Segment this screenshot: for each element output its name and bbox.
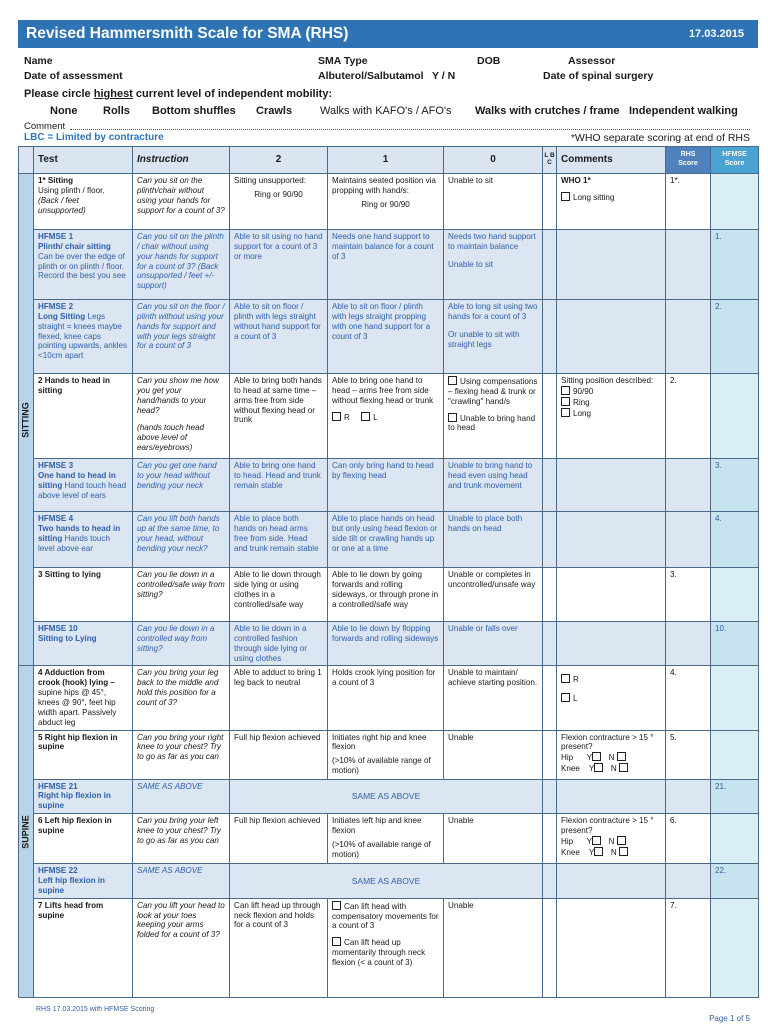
table-row: HFMSE 22 Left hip flexion in supine SAME AS ABOVE SAME AS ABOVE 22. [19, 864, 759, 899]
lbc-cell[interactable] [543, 666, 557, 730]
lbc-cell[interactable] [543, 779, 557, 814]
comments-cell[interactable]: R L [557, 666, 666, 730]
checkbox[interactable] [619, 847, 628, 856]
lbc-cell[interactable] [543, 230, 557, 300]
comments-cell[interactable] [557, 622, 666, 666]
hfmse-score-cell[interactable]: 10. [711, 622, 759, 666]
table-row: HFMSE 2 Long Sitting Legs straight = knees maybe flexed, knee caps pointing upwards, ankles <10cm apart Can you sit on the floor / plinth without using your hands for support and with your legs straight for a count of 3 Able to sit on floor / plinth with legs straight without hand support for a count of 3 Able to sit on floor / plinth with legs straight propping with one hand support for a count of 3 Able to long sit using two hands for a count of 3 Or unable to sit with straight legs 2. [19, 300, 759, 374]
table-row: HFMSE 1 Plinth/ chair sitting Can be over the edge of plinth or on plinth / floor. Record the best you see Can you sit on the plinth / chair without using your hands for support for a count of 3? (Back unsupported / feet +/- support) Able to sit using no hand support for a count of 3 or more Needs one hand support to maintain balance for a count of 3 Needs two hand support to maintain balance Unable to sit 1. [19, 230, 759, 300]
comments-cell[interactable] [557, 300, 666, 374]
comments-cell[interactable] [557, 512, 666, 568]
checkbox[interactable] [448, 413, 457, 422]
yn-label: Y / N [432, 70, 456, 82]
comments-cell[interactable] [557, 864, 666, 899]
col-rhs-score: RHS Score [666, 147, 711, 174]
rhs-score-cell[interactable]: 7. [666, 898, 711, 997]
page-number: Page 1 of 5 [709, 1014, 750, 1023]
checkbox[interactable] [592, 836, 601, 845]
lbc-cell[interactable] [543, 814, 557, 864]
lbc-cell[interactable] [543, 300, 557, 374]
comments-cell[interactable] [557, 230, 666, 300]
lbc-cell[interactable] [543, 174, 557, 230]
rhs-score-cell[interactable]: 2. [666, 374, 711, 459]
score-2-cell[interactable]: Full hip flexion achieved [230, 814, 328, 864]
hfmse-score-cell[interactable]: 4. [711, 512, 759, 568]
hfmse-score-cell[interactable] [711, 814, 759, 864]
lbc-cell[interactable] [543, 459, 557, 512]
page-title: Revised Hammersmith Scale for SMA (RHS) [26, 25, 349, 42]
col-test: Test [34, 147, 133, 174]
checkbox[interactable] [561, 397, 570, 406]
table-row: 7 Lifts head from supine Can you lift your head to look at your toes keeping your arms folded for a count of 3? Can lift head up through neck flexion and holds for a count of 3 Can lift head with compensatory movements for a count of 3 Can lift head up momentarily through neck flexion (< a count of 3) Unable 7. [19, 898, 759, 997]
table-row: 6 Left hip flexion in supine Can you bring your left knee to your chest? Try to go as far as you can Full hip flexion achieved Initiates left hip and knee flexion (>10% of available range of motion) Unable Flexion contracture > 15 ° present? Hip Y N Knee Y N 6. [19, 814, 759, 864]
same-as-above: SAME AS ABOVE [230, 779, 543, 814]
score-0-cell[interactable]: Unable to bring hand to head even using head and trunk movement [444, 459, 543, 512]
table-row: HFMSE 10 Sitting to Lying Can you lie down in a controlled way from sitting? Able to lie down in a controlled fashion through side lying or using clothes Able to lie down by flopping forwards and rolling sideways Unable or falls over 10. [19, 622, 759, 666]
score-0-cell[interactable]: Using compensations – flexing head & trunk or "crawling" hand/s Unable to bring hand to head [444, 374, 543, 459]
checkbox[interactable] [332, 412, 341, 421]
comments-cell[interactable] [557, 779, 666, 814]
checkbox[interactable] [561, 693, 570, 702]
score-1-cell[interactable]: Able to sit on floor / plinth with legs straight propping with one hand support for a count of 3 [328, 300, 444, 374]
hfmse-score-cell[interactable] [711, 568, 759, 622]
table-row: HFMSE 3 One hand to head in sitting Hand touch head above level of ears Can you get one hand to your head without bending your neck Able to bring one hand to head. Head and trunk remain stable Can only bring hand to head by flexing head Unable to bring hand to head even using head and trunk movement 3. [19, 459, 759, 512]
checkbox[interactable] [617, 752, 626, 761]
rhs-score-cell[interactable] [666, 779, 711, 814]
comment-line[interactable] [70, 129, 750, 130]
score-0-cell[interactable]: Unable or falls over [444, 622, 543, 666]
score-0-cell[interactable]: Unable [444, 730, 543, 779]
rhs-score-cell[interactable]: 3. [666, 568, 711, 622]
hfmse-score-cell[interactable] [711, 666, 759, 730]
checkbox[interactable] [332, 901, 341, 910]
lbc-cell[interactable] [543, 730, 557, 779]
hfmse-score-cell[interactable] [711, 374, 759, 459]
score-2-cell[interactable]: Can lift head up through neck flexion and holds for a count of 3 [230, 898, 328, 997]
checkbox[interactable] [617, 836, 626, 845]
comments-cell[interactable] [557, 568, 666, 622]
score-2-cell[interactable]: Full hip flexion achieved [230, 730, 328, 779]
header-date: 17.03.2015 [688, 28, 744, 40]
table-row: 3 Sitting to lying Can you lie down in a controlled/safe way from sitting? Able to lie down through side lying or using clothes in a controlled/safe way Able to lie down by going forwards and rolling sideways, or through prone in a controlled/safe way Unable or completes in uncontrolled/unsafe way 3. [19, 568, 759, 622]
comments-cell[interactable] [557, 898, 666, 997]
col-instruction: Instruction [133, 147, 230, 174]
comment-label: Comment [24, 121, 66, 132]
table-row: SUPINE 4 Adduction from crook (hook) lying – supine hips @ 45°, knees @ 90°, feet hip width apart. Passively abduct leg Can you bring your leg back to the middle and hold this position for a count of 3? Able to adduct to bring 1 leg back to neutral Holds crook lying position for a count of 3 Unable to maintain/ achieve starting position. R L 4. [19, 666, 759, 730]
table-row: HFMSE 21 Right hip flexion in supine SAME AS ABOVE SAME AS ABOVE 21. [19, 779, 759, 814]
comments-cell[interactable]: Sitting position described: 90/90 Ring Long [557, 374, 666, 459]
same-as-above: SAME AS ABOVE [230, 864, 543, 899]
albuterol-label: Albuterol/Salbutamol [318, 70, 424, 82]
col-score-0: 0 [444, 147, 543, 174]
score-2-cell[interactable]: Able to sit using no hand support for a count of 3 or more [230, 230, 328, 300]
score-2-cell[interactable]: Able to sit on floor / plinth with legs straight without hand support for a count of 3 [230, 300, 328, 374]
table-row: 5 Right hip flexion in supine Can you bring your right knee to your chest? Try to go as far as you can Full hip flexion achieved Initiates right hip and knee flexion (>10% of available range of motion) Unable Flexion contracture > 15 ° present? Hip Y N Knee Y N 5. [19, 730, 759, 779]
score-0-cell[interactable]: Unable to sit [444, 174, 543, 230]
hfmse-score-cell[interactable] [711, 898, 759, 997]
spinal-surgery-label: Date of spinal surgery [543, 70, 654, 82]
dob-label: DOB [477, 55, 501, 67]
hfmse-score-cell[interactable]: 21. [711, 779, 759, 814]
comments-cell[interactable] [557, 459, 666, 512]
mobility-option-crawls[interactable]: Crawls [256, 105, 293, 117]
mobility-option-crutches[interactable]: Walks with crutches / frame [475, 105, 620, 117]
lbc-cell[interactable] [543, 898, 557, 997]
score-1-cell[interactable]: Initiates left hip and knee flexion (>10% of available range of motion) [328, 814, 444, 864]
col-score-2: 2 [230, 147, 328, 174]
score-1-cell[interactable]: Able to lie down by flopping forwards and rolling sideways [328, 622, 444, 666]
lbc-cell[interactable] [543, 568, 557, 622]
checkbox[interactable] [594, 763, 603, 772]
score-0-cell[interactable]: Unable to place both hands on head [444, 512, 543, 568]
hfmse-score-cell[interactable]: 3. [711, 459, 759, 512]
score-1-cell[interactable]: Can lift head with compensatory movements for a count of 3 Can lift head up momentarily through neck flexion (< a count of 3) [328, 898, 444, 997]
checkbox[interactable] [561, 386, 570, 395]
score-1-cell[interactable]: Can only bring hand to head by flexing head [328, 459, 444, 512]
score-1-cell[interactable]: Maintains seated position via propping with hand/s: Ring or 90/90 [328, 174, 444, 230]
lbc-cell[interactable] [543, 512, 557, 568]
lbc-cell[interactable] [543, 374, 557, 459]
score-2-cell[interactable]: Able to bring both hands to head at same time – arms free from side without flexing head or trunk [230, 374, 328, 459]
score-1-cell[interactable]: Able to lie down by going forwards and rolling sideways, or through prone in a controlled/safe way [328, 568, 444, 622]
comments-cell[interactable]: WHO 1* Long sitting [557, 174, 666, 230]
table-row: SITTING 1* Sitting Using plinth / floor. (Back / feet unsupported) Can you sit on the plinth/chair without using your hands for support for a count of 3? Sitting unsupported: Ring or 90/90 Maintains seated position via propping with hand/s: Ring or 90/90 Unable to sit WHO 1* Long sitting 1*. [19, 174, 759, 230]
rhs-score-cell[interactable]: 5. [666, 730, 711, 779]
checkbox[interactable] [332, 937, 341, 946]
footer-doc-name: RHS 17.03.2015 with HFMSE Scoring [36, 1006, 155, 1013]
comments-cell[interactable]: Flexion contracture > 15 ° present? Hip Y N Knee Y N [557, 814, 666, 864]
rhs-score-cell[interactable] [666, 864, 711, 899]
checkbox[interactable] [561, 192, 570, 201]
mobility-option-kafo[interactable]: Walks with KAFO's / AFO's [320, 105, 452, 117]
mobility-option-bottom-shuffles[interactable]: Bottom shuffles [152, 105, 236, 117]
score-2-cell[interactable]: Sitting unsupported: Ring or 90/90 [230, 174, 328, 230]
score-0-cell[interactable]: Unable [444, 898, 543, 997]
assessment-table [18, 146, 759, 998]
name-label: Name [24, 55, 53, 67]
rhs-score-cell[interactable] [666, 512, 711, 568]
lbc-cell[interactable] [543, 864, 557, 899]
who-note: *WHO separate scoring at end of RHS [570, 132, 750, 144]
rhs-score-cell[interactable]: 4. [666, 666, 711, 730]
hfmse-score-cell[interactable] [711, 174, 759, 230]
score-2-cell[interactable]: Able to adduct to bring 1 leg back to neutral [230, 666, 328, 730]
score-1-cell[interactable]: Able to place hands on head but only using head flexion or side tilt or crawling hands up or one at a time [328, 512, 444, 568]
date-of-assessment-label: Date of assessment [24, 70, 123, 82]
score-0-cell[interactable]: Unable to maintain/ achieve starting position. [444, 666, 543, 730]
score-0-cell[interactable]: Needs two hand support to maintain balance Unable to sit [444, 230, 543, 300]
sma-type-label: SMA Type [318, 55, 368, 67]
checkbox[interactable] [361, 412, 370, 421]
title-banner [18, 20, 758, 48]
checkbox[interactable] [594, 847, 603, 856]
hfmse-score-cell[interactable]: 22. [711, 864, 759, 899]
rhs-score-cell[interactable]: 1*. [666, 174, 711, 230]
mobility-prompt: Please circle highest current level of independent mobility: [24, 88, 333, 100]
mobility-option-rolls[interactable]: Rolls [103, 105, 130, 117]
table-header-row [19, 147, 759, 174]
rhs-score-cell[interactable] [666, 230, 711, 300]
checkbox[interactable] [448, 376, 457, 385]
rhs-score-cell[interactable] [666, 300, 711, 374]
score-2-cell[interactable]: Able to lie down in a controlled fashion through side lying or using clothes [230, 622, 328, 666]
rhs-score-cell[interactable]: 6. [666, 814, 711, 864]
col-lbc: L B C [543, 147, 557, 174]
score-1-cell[interactable]: Holds crook lying position for a count of 3 [328, 666, 444, 730]
rhs-score-cell[interactable] [666, 622, 711, 666]
score-0-cell[interactable]: Unable or completes in uncontrolled/unsafe way [444, 568, 543, 622]
col-comments: Comments [557, 147, 666, 174]
col-score-1: 1 [328, 147, 444, 174]
checkbox[interactable] [619, 763, 628, 772]
comments-cell[interactable]: Flexion contracture > 15 ° present? Hip Y N Knee Y N [557, 730, 666, 779]
hfmse-score-cell[interactable]: 2. [711, 300, 759, 374]
col-hfmse-score: HFMSE Score [711, 147, 759, 174]
checkbox[interactable] [592, 752, 601, 761]
table-row: 2 Hands to head in sitting Can you show me how you get your hand/hands to your head? (hands touch head above level of ears/eyebrows) Able to bring both hands to head at same time – arms free from side without flexing head or trunk Able to bring one hand to head – arms free from side without flexing head or trunk R L Using compensations – flexing head & trunk or "crawling" hand/s Unable to bring hand to head Sitting position described: 90/90 Ring Long 2. [19, 374, 759, 459]
score-0-cell[interactable]: Unable [444, 814, 543, 864]
hfmse-score-cell[interactable]: 1. [711, 230, 759, 300]
section-supine: SUPINE [19, 666, 34, 997]
rhs-score-cell[interactable] [666, 459, 711, 512]
table-row: HFMSE 4 Two hands to head in sitting Hands touch level above ear Can you lift both hands up at the same time, to your head, without bending your neck? Able to place both hands on head arms free from side. Head and trunk remain stable Able to place hands on head but only using head flexion or side tilt or crawling hands up or one at a time Unable to place both hands on head 4. [19, 512, 759, 568]
lbc-cell[interactable] [543, 622, 557, 666]
checkbox[interactable] [561, 674, 570, 683]
score-0-cell[interactable]: Able to long sit using two hands for a count of 3 Or unable to sit with straight legs [444, 300, 543, 374]
section-sitting: SITTING [19, 174, 34, 666]
hfmse-score-cell[interactable] [711, 730, 759, 779]
score-2-cell[interactable]: Able to bring one hand to head. Head and trunk remain stable [230, 459, 328, 512]
lbc-note: LBC = Limited by contracture [24, 132, 164, 143]
score-1-cell[interactable]: Needs one hand support to maintain balance for a count of 3 [328, 230, 444, 300]
assessor-label: Assessor [568, 55, 616, 67]
score-1-cell[interactable]: Able to bring one hand to head – arms free from side without flexing head or trunk R L [328, 374, 444, 459]
score-2-cell[interactable]: Able to place both hands on head arms free from side. Head and trunk remain stable [230, 512, 328, 568]
mobility-option-none[interactable]: None [50, 105, 78, 117]
score-2-cell[interactable]: Able to lie down through side lying or using clothes in a controlled/safe way [230, 568, 328, 622]
score-1-cell[interactable]: Initiates right hip and knee flexion (>10% of available range of motion) [328, 730, 444, 779]
mobility-option-independent[interactable]: Independent walking [629, 105, 738, 117]
checkbox[interactable] [561, 408, 570, 417]
